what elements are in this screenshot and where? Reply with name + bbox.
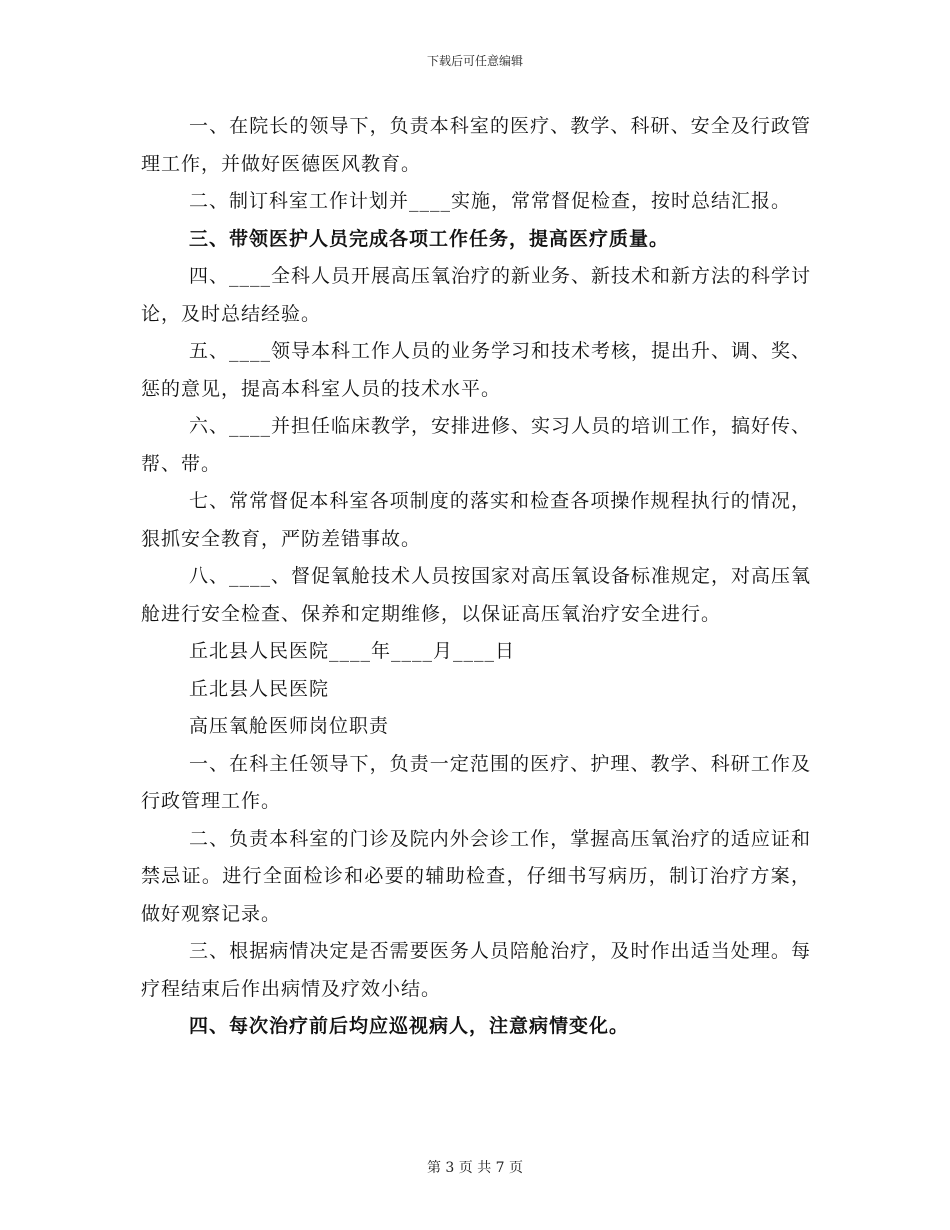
duty-1: 一、在科主任领导下，负责一定范围的医疗、护理、教学、科研工作及行政管理工作。: [141, 752, 811, 812]
document-body: [141, 108, 811, 1046]
duty-2: 二、负责本科室的门诊及院内外会诊工作，掌握高压氧治疗的适应证和禁忌证。进行全面检诊和必要的辅助检查，仔细书写病历，制订治疗方案，做好观察记录。: [141, 827, 811, 925]
section-title: 高压氧舱医师岗位职责: [189, 715, 390, 737]
paragraph-2: 二、制订科室工作计划并____实施，常常督促检查，按时总结汇报。: [189, 190, 792, 212]
paragraph-1: 一、在院长的领导下，负责本科室的医疗、教学、科研、安全及行政管理工作，并做好医德医风教育。: [141, 115, 811, 175]
page-header-note: 下载后可任意编辑: [426, 54, 523, 68]
duty-4: 四、每次治疗前后均应巡视病人，注意病情变化。: [189, 1015, 630, 1037]
page-number: 第 3 页 共 7 页: [426, 1160, 524, 1176]
paragraph-8: 八、____、督促氧舱技术人员按国家对高压氧设备标准规定，对高压氧舱进行安全检查、保养和定期维修，以保证高压氧治疗安全进行。: [141, 565, 812, 625]
paragraph-5: 五、____领导本科工作人员的业务学习和技术考核，提出升、调、奖、惩的意见，提高本科室人员的技术水平。: [141, 340, 812, 400]
duty-3: 三、根据病情决定是否需要医务人员陪舱治疗，及时作出适当处理。每疗程结束后作出病情及疗效小结。: [141, 940, 811, 1000]
paragraph-3: 三、带领医护人员完成各项工作任务，提高医疗质量。: [189, 227, 670, 250]
paragraph-4: 四、____全科人员开展高压氧治疗的新业务、新技术和新方法的科学讨论，及时总结经验。: [141, 265, 812, 325]
hospital-date-line: 丘北县人民医院____年____月____日: [189, 640, 516, 662]
paragraph-7: 七、常常督促本科室各项制度的落实和检查各项操作规程执行的情况，狠抓安全教育，严防差错事故。: [141, 490, 811, 550]
hospital-name: 丘北县人民医院: [189, 677, 330, 700]
paragraph-6: 六、____并担任临床教学，安排进修、实习人员的培训工作，搞好传、帮、带。: [141, 415, 812, 475]
